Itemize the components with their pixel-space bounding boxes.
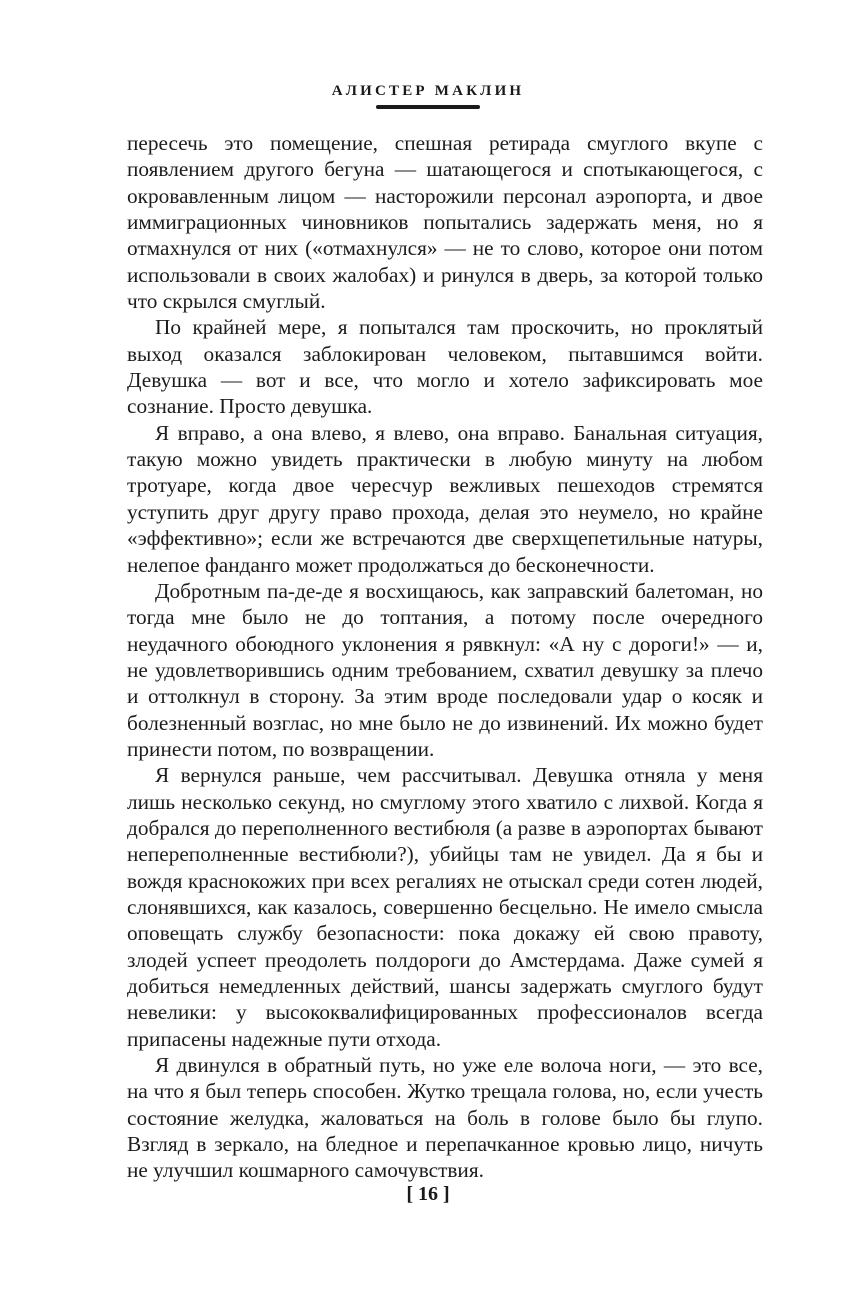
author-name: АЛИСТЕР МАКЛИН xyxy=(331,83,525,99)
running-head xyxy=(0,83,856,109)
paragraph: Я вернулся раньше, чем рассчитывал. Девушка отняла у меня лишь несколько секунд, но смуглому этого хватило с лихвой. Когда я добрался до переполненного вестибюля (а разве в аэропортах бывают непереполненные вестибюли?), убийцы там не увидел. Да я бы и вождя краснокожих при всех регалиях не отыскал среди сотен людей, слонявшихся, как казалось, совершенно бесцельно. Не имело смысла оповещать службу безопасности: пока докажу ей свою правоту, злодей успеет преодолеть полдороги до Амстердама. Даже сумей я добиться немедленных действий, шансы задержать смуглого будут невелики: у высококвалифицированных профессионалов всегда припасены надежные пути отхода. xyxy=(127,763,763,1051)
paragraph: Я двинулся в обратный путь, но уже еле волоча ноги, — это все, на что я был теперь способен. Жутко трещала голова, но, если учесть состояние желудка, жаловаться на боль в голове было бы глупо. Взгляд в зеркало, на бледное и перепачканное кровью лицо, ничуть не улучшил кошмарного самочувствия. xyxy=(127,1053,763,1183)
paragraph: Добротным па-де-де я восхищаюсь, как заправский балетоман, но тогда мне было не до топтания, а потому после очередного неудачного обоюдного уклонения я рявкнул: «А ну с дороги!» — и, не удовлетворившись одним требованием, схватил девушку за плечо и оттолкнул в сторону. За этим вроде последовали удар о косяк и болезненный возглас, но мне было не до извинений. Их можно будет принести потом, по возвращении. xyxy=(127,578,763,761)
paragraph: По крайней мере, я попытался там проскочить, но проклятый выход оказался заблокирован человеком, пытавшимся войти. Девушка — вот и все, что могло и хотело зафиксировать мое сознание. Просто девушка. xyxy=(127,315,763,419)
paragraph: пересечь это помещение, спешная ретирада смуглого вкупе с появлением другого бегуна — шатающегося и спотыкающегося, с окровавленным лицом — насторожили персонал аэропорта, и двое иммиграционных чиновников попытались задержать меня, но я отмахнулся от них («отмахнулся» — не то слово, которое они потом использовали в своих жалобах) и ринулся в дверь, за которой только что скрылся смуглый. xyxy=(127,131,763,314)
page-number: [ 16 ] xyxy=(406,1183,450,1205)
header-rule xyxy=(376,105,480,109)
paragraph: Я вправо, а она влево, я влево, она вправо. Банальная ситуация, такую можно увидеть практически в любую минуту на любом тротуаре, когда двое чересчур вежливых пешеходов стремятся уступить друг другу право прохода, делая это неумело, но крайне «эффективно»; если же встречаются две сверхщепетильные натуры, нелепое фанданго может продолжаться до бесконечности. xyxy=(127,420,763,577)
body-text xyxy=(127,130,763,1184)
